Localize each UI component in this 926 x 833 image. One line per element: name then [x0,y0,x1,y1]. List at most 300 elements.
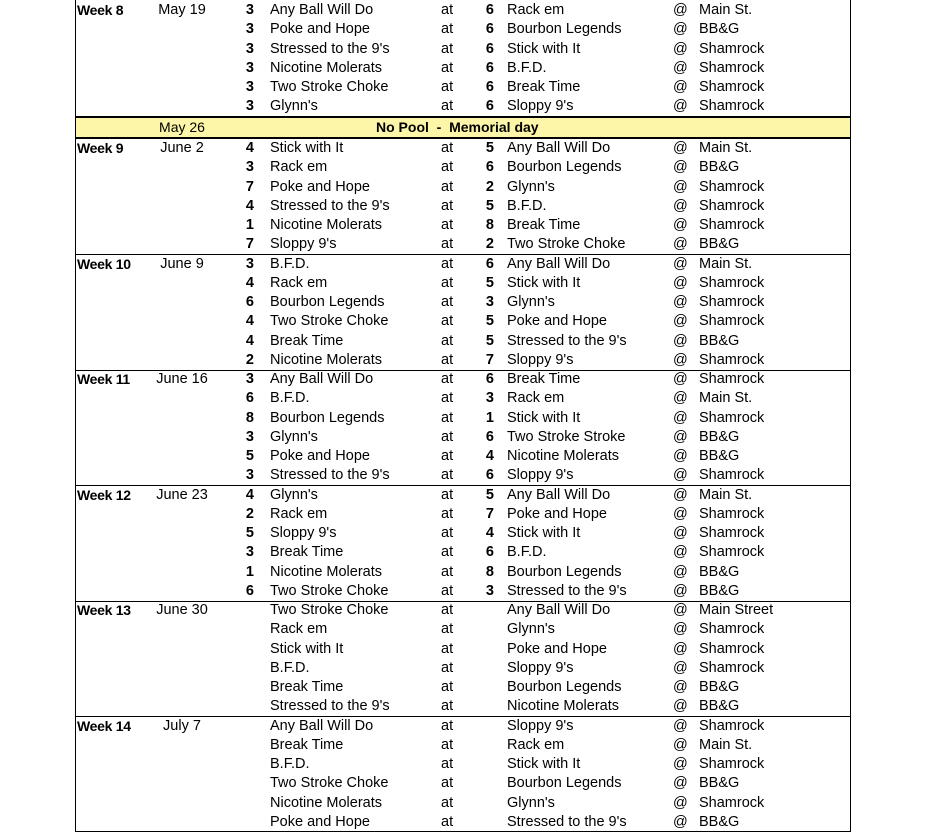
at-label: at [441,698,454,715]
at-symbol: @ [673,736,688,753]
game-row [76,543,850,562]
venue: Shamrock [699,505,765,522]
venue: Shamrock [699,59,765,76]
away-team: B.F.D. [270,390,310,407]
home-team: Sloppy 9's [507,467,574,484]
venue: BB&G [699,332,740,349]
at-symbol: @ [673,351,688,368]
venue: Main Street [699,602,774,618]
at-symbol: @ [673,525,688,541]
at-symbol: @ [673,332,688,349]
home-team: Break Time [507,217,581,233]
no-pool-text: No Pool - Memorial day [376,118,539,135]
at-label: at [441,717,454,734]
home-team: Nicotine Molerats [507,448,620,464]
venue: Shamrock [699,409,765,426]
home-team: Rack em [507,2,565,18]
at-symbol: @ [673,486,688,503]
at-label: at [441,21,454,38]
at-symbol: @ [673,21,688,38]
away-score: 3 [245,79,254,95]
game-row [76,235,850,254]
venue: Main St. [699,140,753,156]
venue: BB&G [699,679,740,695]
game-row [76,755,850,774]
at-symbol: @ [673,159,688,176]
at-label: at [441,428,454,445]
game-row [76,332,850,351]
at-label: at [441,2,454,18]
at-symbol: @ [673,140,688,156]
game-row [76,774,850,793]
at-label: at [441,313,454,330]
home-score: 2 [485,178,494,195]
away-team: Rack em [270,274,328,291]
home-team: Stick with It [507,525,581,541]
away-score: 1 [245,217,254,233]
home-team: Bourbon Legends [507,21,622,38]
home-team: Any Ball Will Do [507,602,611,618]
home-team: Two Stroke Choke [507,236,626,253]
venue: BB&G [699,775,740,792]
venue: BB&G [699,582,740,599]
away-team: Nicotine Molerats [270,794,383,811]
home-team: Bourbon Legends [507,159,622,176]
away-team: B.F.D. [270,756,310,772]
game-row [76,370,850,389]
venue: Shamrock [699,79,765,95]
game-row [76,524,850,543]
home-score: 6 [485,40,494,57]
away-team: Glynn's [270,98,318,115]
away-team: Break Time [270,544,344,561]
away-team: Stressed to the 9's [270,197,390,214]
away-team: Break Time [270,736,344,753]
game-row [76,582,850,601]
home-score: 2 [485,236,494,253]
away-team: Nicotine Molerats [270,563,383,580]
game-row [76,678,850,697]
venue: Shamrock [699,313,765,330]
home-score: 8 [485,563,494,580]
week-label: Week 10 [77,255,131,272]
game-row [76,178,850,197]
away-team: Stressed to the 9's [270,467,390,484]
game-row [76,293,850,312]
away-score: 7 [245,178,254,195]
at-label: at [441,332,454,349]
venue: Shamrock [699,40,765,57]
week-date: July 7 [163,717,201,734]
venue: Shamrock [699,756,765,772]
away-team: Two Stroke Choke [270,582,389,599]
venue: Shamrock [699,294,765,310]
game-row [76,601,850,620]
away-team: Sloppy 9's [270,525,337,541]
game-row [76,139,850,158]
away-team: Nicotine Molerats [270,351,383,368]
home-score: 6 [485,544,494,561]
away-team: Any Ball Will Do [270,717,374,734]
week-date: June 2 [160,140,204,156]
home-team: Any Ball Will Do [507,255,611,272]
venue: Shamrock [699,197,765,214]
game-row [76,640,850,659]
game-row [76,466,850,485]
home-team: Sloppy 9's [507,717,574,734]
at-symbol: @ [673,813,688,830]
at-label: at [441,486,454,503]
venue: Shamrock [699,659,765,676]
away-team: Any Ball Will Do [270,2,374,18]
away-score: 6 [245,390,254,407]
away-team: Glynn's [270,428,318,445]
at-label: at [441,351,454,368]
at-symbol: @ [673,40,688,57]
venue: Main St. [699,736,753,753]
away-score: 4 [245,486,254,503]
at-label: at [441,255,454,272]
home-score: 5 [485,313,494,330]
week-label: Week 13 [77,602,131,618]
venue: Main St. [699,390,753,407]
game-row [76,78,850,97]
game-row [76,409,850,428]
away-score: 4 [245,313,254,330]
home-score: 6 [485,371,494,387]
away-score: 3 [245,544,254,561]
venue: Shamrock [699,98,765,115]
week-label: Week 14 [77,717,131,734]
game-row [76,351,850,370]
away-score: 2 [245,351,254,368]
venue: BB&G [699,813,740,830]
venue: BB&G [699,159,740,176]
home-score: 4 [485,448,494,464]
home-team: Stick with It [507,274,581,291]
home-team: B.F.D. [507,197,547,214]
week-date: June 9 [160,255,204,272]
away-score: 3 [245,159,254,176]
at-label: at [441,582,454,599]
at-symbol: @ [673,217,688,233]
home-team: Rack em [507,390,565,407]
at-label: at [441,505,454,522]
home-team: Glynn's [507,294,555,310]
away-team: Two Stroke Choke [270,79,389,95]
at-label: at [441,659,454,676]
home-team: Glynn's [507,794,555,811]
week-date: June 16 [156,371,208,387]
away-score: 3 [245,428,254,445]
away-score: 4 [245,140,254,156]
home-score: 6 [485,59,494,76]
away-score: 3 [245,40,254,57]
at-symbol: @ [673,2,688,18]
home-score: 4 [485,525,494,541]
at-label: at [441,409,454,426]
away-team: Stressed to the 9's [270,40,390,57]
away-team: Break Time [270,679,344,695]
home-team: Break Time [507,371,581,387]
at-label: at [441,59,454,76]
home-team: Stick with It [507,409,581,426]
at-label: at [441,98,454,115]
at-symbol: @ [673,544,688,561]
at-symbol: @ [673,294,688,310]
away-team: Poke and Hope [270,813,370,830]
game-row [76,717,850,736]
away-score: 5 [245,448,254,464]
venue: BB&G [699,236,740,253]
away-team: B.F.D. [270,659,310,676]
at-label: at [441,40,454,57]
game-row [76,197,850,216]
at-label: at [441,140,454,156]
home-score: 3 [485,582,494,599]
home-score: 6 [485,467,494,484]
at-symbol: @ [673,756,688,772]
home-team: Glynn's [507,621,555,638]
away-team: Bourbon Legends [270,294,385,310]
away-score: 6 [245,294,254,310]
away-team: Rack em [270,505,328,522]
home-team: Poke and Hope [507,313,607,330]
game-row [76,447,850,466]
at-label: at [441,602,454,618]
at-symbol: @ [673,79,688,95]
home-team: Stressed to the 9's [507,582,627,599]
away-team: Two Stroke Choke [270,602,389,618]
no-pool-banner [76,116,850,139]
home-score: 5 [485,140,494,156]
away-score: 4 [245,332,254,349]
away-team: Two Stroke Choke [270,775,389,792]
at-symbol: @ [673,274,688,291]
away-team: Rack em [270,159,328,176]
venue: Shamrock [699,371,765,387]
home-team: Nicotine Molerats [507,698,620,715]
game-row [76,736,850,755]
no-pool-date: May 26 [159,118,205,135]
at-label: at [441,756,454,772]
away-score: 4 [245,197,254,214]
away-score: 2 [245,505,254,522]
away-score: 8 [245,409,254,426]
game-row [76,620,850,639]
home-score: 6 [485,428,494,445]
game-row [76,216,850,235]
home-score: 6 [485,79,494,95]
venue: Main St. [699,2,753,18]
away-score: 7 [245,236,254,253]
at-label: at [441,294,454,310]
home-score: 7 [485,505,494,522]
at-symbol: @ [673,679,688,695]
game-row [76,794,850,813]
at-label: at [441,467,454,484]
at-label: at [441,371,454,387]
at-label: at [441,621,454,638]
away-score: 3 [245,2,254,18]
away-score: 3 [245,98,254,115]
week-date: June 30 [156,602,208,618]
away-team: Any Ball Will Do [270,371,374,387]
home-team: Rack em [507,736,565,753]
home-team: Stick with It [507,40,581,57]
at-label: at [441,178,454,195]
at-symbol: @ [673,178,688,195]
home-score: 6 [485,2,494,18]
at-label: at [441,274,454,291]
game-row [76,59,850,78]
venue: Shamrock [699,717,765,734]
venue: Shamrock [699,621,765,638]
venue: Shamrock [699,544,765,561]
venue: Main St. [699,255,753,272]
at-symbol: @ [673,448,688,464]
home-team: B.F.D. [507,59,547,76]
away-team: Two Stroke Choke [270,313,389,330]
at-symbol: @ [673,775,688,792]
game-row [76,40,850,59]
away-team: Break Time [270,332,344,349]
venue: Shamrock [699,525,765,541]
venue: BB&G [699,448,740,464]
home-score: 3 [485,294,494,310]
away-score: 3 [245,21,254,38]
at-label: at [441,390,454,407]
away-team: Nicotine Molerats [270,217,383,233]
home-team: Glynn's [507,178,555,195]
home-team: Sloppy 9's [507,351,574,368]
away-team: Sloppy 9's [270,236,337,253]
venue: Shamrock [699,640,765,657]
at-label: at [441,563,454,580]
home-team: B.F.D. [507,544,547,561]
at-label: at [441,159,454,176]
home-score: 1 [485,409,494,426]
game-row [76,389,850,408]
game-row [76,486,850,505]
at-symbol: @ [673,98,688,115]
away-team: Rack em [270,621,328,638]
at-symbol: @ [673,505,688,522]
home-score: 6 [485,21,494,38]
at-symbol: @ [673,467,688,484]
away-score: 3 [245,371,254,387]
home-team: Any Ball Will Do [507,140,611,156]
away-team: B.F.D. [270,255,310,272]
at-symbol: @ [673,255,688,272]
home-score: 8 [485,217,494,233]
home-score: 5 [485,486,494,503]
at-symbol: @ [673,602,688,618]
at-label: at [441,736,454,753]
venue: Shamrock [699,467,765,484]
at-label: at [441,775,454,792]
home-score: 7 [485,351,494,368]
away-score: 4 [245,274,254,291]
away-team: Stressed to the 9's [270,698,390,715]
at-label: at [441,794,454,811]
week-date: June 23 [156,486,208,503]
schedule-sheet [75,0,851,832]
at-symbol: @ [673,659,688,676]
away-team: Stick with It [270,640,344,657]
at-label: at [441,217,454,233]
at-label: at [441,79,454,95]
away-score: 6 [245,582,254,599]
away-team: Stick with It [270,140,344,156]
at-symbol: @ [673,313,688,330]
venue: Shamrock [699,217,765,233]
at-label: at [441,525,454,541]
home-team: Stressed to the 9's [507,332,627,349]
home-score: 5 [485,197,494,214]
away-team: Glynn's [270,486,318,503]
at-symbol: @ [673,563,688,580]
game-row [76,20,850,39]
venue: Shamrock [699,274,765,291]
home-score: 5 [485,274,494,291]
away-score: 1 [245,563,254,580]
at-label: at [441,236,454,253]
home-team: Poke and Hope [507,640,607,657]
at-symbol: @ [673,197,688,214]
venue: BB&G [699,563,740,580]
home-team: Stick with It [507,756,581,772]
home-team: Bourbon Legends [507,775,622,792]
venue: Shamrock [699,178,765,195]
at-symbol: @ [673,794,688,811]
home-team: Poke and Hope [507,505,607,522]
away-team: Poke and Hope [270,448,370,464]
game-row [76,312,850,331]
away-score: 5 [245,525,254,541]
away-team: Poke and Hope [270,21,370,38]
week-label: Week 8 [77,2,124,18]
away-score: 3 [245,59,254,76]
away-score: 3 [245,255,254,272]
home-team: Bourbon Legends [507,563,622,580]
at-symbol: @ [673,582,688,599]
at-label: at [441,544,454,561]
at-symbol: @ [673,717,688,734]
at-symbol: @ [673,59,688,76]
at-symbol: @ [673,698,688,715]
at-symbol: @ [673,371,688,387]
away-team: Nicotine Molerats [270,59,383,76]
game-row [76,659,850,678]
venue: BB&G [699,428,740,445]
venue: Main St. [699,486,753,503]
at-label: at [441,640,454,657]
week-label: Week 12 [77,486,131,503]
home-team: Bourbon Legends [507,679,622,695]
week-date: May 19 [158,2,206,18]
venue: Shamrock [699,351,765,368]
home-score: 6 [485,159,494,176]
at-label: at [441,197,454,214]
venue: BB&G [699,698,740,715]
venue: Shamrock [699,794,765,811]
away-team: Poke and Hope [270,178,370,195]
at-symbol: @ [673,390,688,407]
at-symbol: @ [673,428,688,445]
game-row [76,563,850,582]
home-score: 3 [485,390,494,407]
